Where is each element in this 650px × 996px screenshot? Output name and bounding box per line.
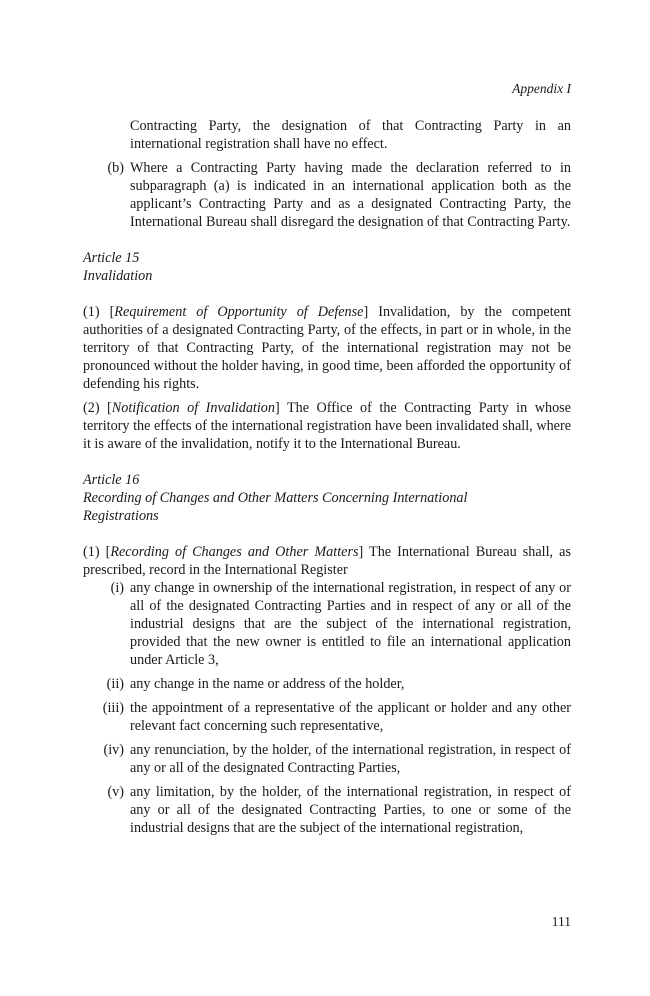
- page-number: 111: [551, 914, 571, 929]
- item-text: any limitation, by the holder, of the international registration, in respect of any or all of the designated Contracting Parties, to one or some of the industrial designs that are the subject of the international registration,: [130, 784, 571, 836]
- item-text: any renunciation, by the holder, of the international registration, in respect of any or all of the designated Contracting Parties,: [130, 742, 571, 776]
- article-16-title-line-2: Registrations: [83, 508, 159, 524]
- paragraph-number: (2) [: [83, 400, 112, 416]
- list-item: [83, 579, 571, 669]
- list-item: [83, 699, 571, 735]
- list-item: [83, 675, 571, 693]
- list-item: [83, 741, 571, 777]
- article-15-title: Invalidation: [83, 268, 153, 284]
- item-label: (i): [110, 580, 124, 596]
- paragraph-text: ] The Office of the Contracting Party in whose territory the effects of the international registration have been invalidated shall, where it is aware of the invalidation, notify it to the International Bureau.: [83, 400, 571, 452]
- paragraph-number: (1) [: [83, 544, 111, 560]
- paragraph-number: (1) [: [83, 304, 115, 320]
- article-15-number: Article 15: [83, 250, 140, 266]
- paragraph-text: ] Invalidation, by the competent authorities of a designated Contracting Party, of the effects, in part or in whole, in the territory of that Contracting Party, of the international registration may not be pronounced without the holder having, in good time, been afforded the opportunity of defending his rights.: [83, 304, 571, 392]
- article-16-title-line-1: Recording of Changes and Other Matters Concerning International: [83, 490, 468, 506]
- item-label: (iii): [102, 700, 124, 716]
- article-16-number: Article 16: [83, 472, 140, 488]
- paragraph-heading: Notification of Invalidation: [111, 400, 275, 416]
- article-15-paragraph-2: [83, 399, 571, 453]
- item-b: [83, 159, 571, 231]
- item-label: (ii): [106, 676, 124, 692]
- item-label: (v): [107, 784, 124, 800]
- item-text: any change in ownership of the international registration, in respect of any or all of the designated Contracting Parties and in respect of any or all of the industrial designs that are the subject of the international registration, provided that the new owner is entitled to file an international application under Article 3,: [130, 580, 571, 668]
- item-text: any change in the name or address of the holder,: [130, 676, 405, 692]
- page-body: [83, 117, 571, 837]
- list-item: [83, 783, 571, 837]
- item-label: (iv): [103, 742, 124, 758]
- item-text: the appointment of a representative of the applicant or holder and any other relevant fact concerning such representative,: [130, 700, 571, 734]
- item-text: Where a Contracting Party having made the declaration referred to in subparagraph (a) is indicated in an international application both as the applicant’s Contracting Party and as a designated Contracting Party, the International Bureau shall disregard the designation of that Contracting Party.: [130, 160, 571, 230]
- paragraph-heading: Recording of Changes and Other Matters: [110, 544, 359, 560]
- article-15-paragraph-1: [83, 303, 571, 393]
- article-16-paragraph-1: [83, 543, 571, 579]
- item-label: (b): [107, 160, 124, 176]
- paragraph-heading: Requirement of Opportunity of Defense: [114, 304, 364, 320]
- paragraph-text: ] The International Bureau shall, as prescribed, record in the International Register: [83, 544, 571, 578]
- previous-item-continuation: Contracting Party, the designation of that Contracting Party in an international registration shall have no effect.: [130, 118, 571, 152]
- running-head: Appendix I: [512, 81, 571, 96]
